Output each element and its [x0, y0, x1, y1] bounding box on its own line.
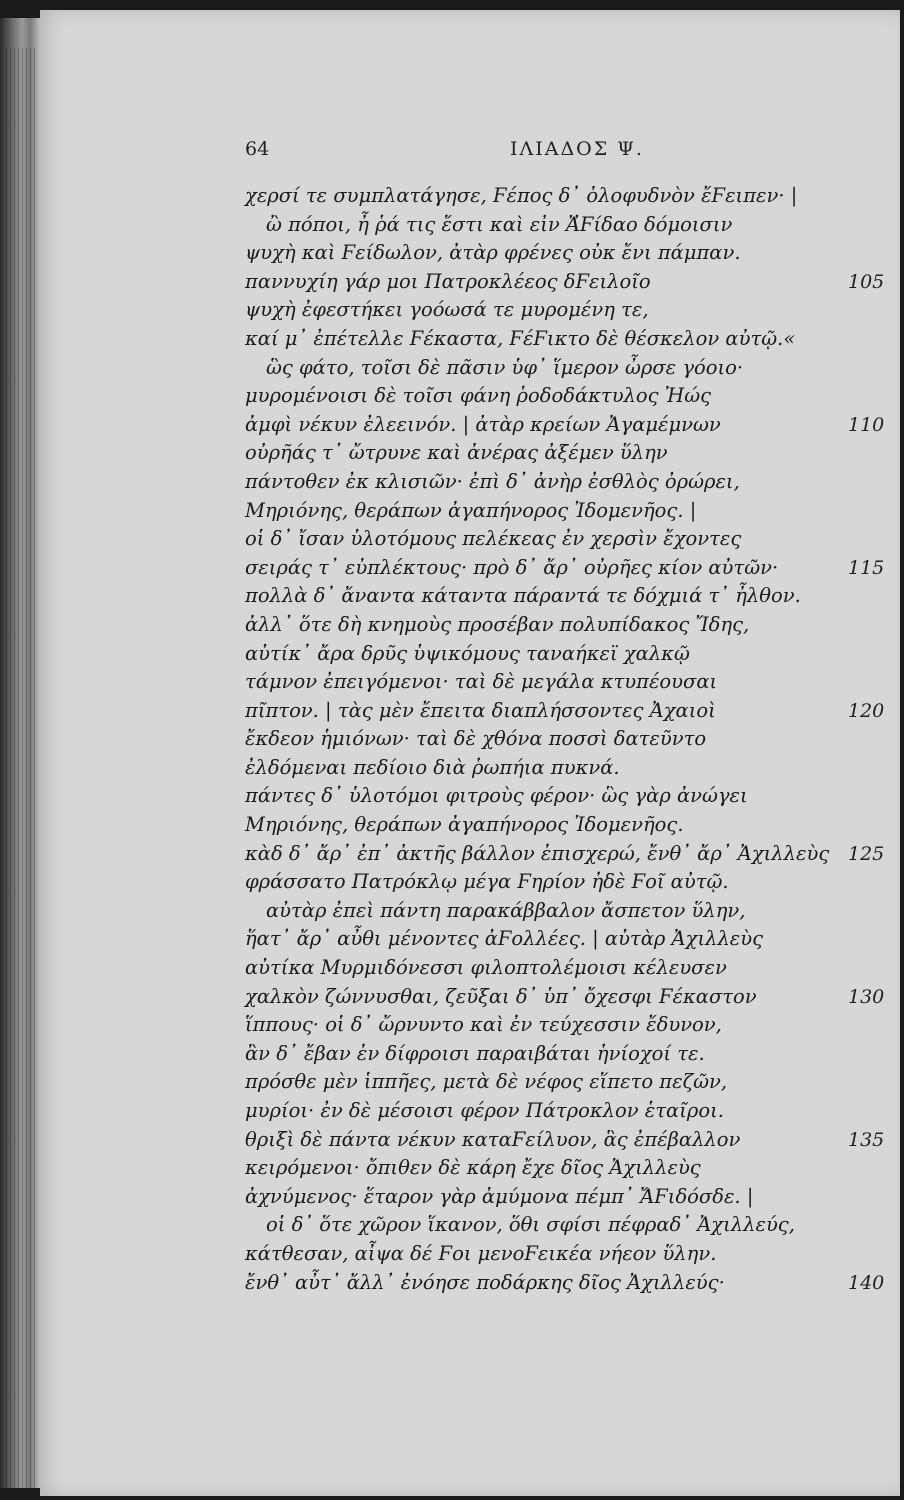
verse-text: μυρομένοισι δὲ τοῖσι φάνη ῥοδοδάκτυλος Ἠώς [245, 384, 712, 408]
line-number: 140 [848, 1271, 885, 1294]
line-number: 120 [848, 699, 885, 722]
verse-line [40, 1068, 900, 1097]
verse-text: ψυχὴ ἐφεστήκει γοόωσά τε μυρομένη τε, [245, 298, 649, 322]
verse-line [40, 840, 900, 869]
verse-text: ἂν δ᾽ ἔβαν ἐν δίφροισι παραιβάται ἡνίοχοί τε. [245, 1041, 705, 1065]
verse-text: κὰδ δ᾽ ἄρ᾽ ἐπ᾽ ἀκτῆς βάλλον ἐπισχερώ, ἔνθ᾽ ἄρ᾽ Ἀχιλλεὺς [245, 841, 830, 865]
verse-text: χαλκὸν ζώννυσθαι, ζεῦξαι δ᾽ ὑπ᾽ ὄχεσφι Ϝέκαστον [245, 984, 757, 1008]
verse-text: ὣς φάτο, τοῖσι δὲ πᾶσιν ὑφ᾽ ἵμερον ὦρσε γόοιο· [266, 355, 744, 379]
verse-text: ἔκδεον ἡμιόνων· ταὶ δὲ χθόνα ποσσὶ δατεῦντο [245, 727, 707, 751]
verse-line [40, 325, 900, 354]
verse-line [40, 754, 900, 783]
verse-block [40, 182, 900, 1297]
verse-text: θριξὶ δὲ πάντα νέκυν καταϜείλυον, ἃς ἐπέβαλλον [245, 1127, 741, 1151]
verse-line [40, 640, 900, 669]
verse-line [40, 1126, 900, 1155]
verse-line [40, 354, 900, 383]
line-number: 105 [848, 270, 885, 293]
verse-text: πάντες δ᾽ ὑλοτόμοι φιτροὺς φέρον· ὣς γὰρ ἀνώγει [245, 784, 748, 808]
verse-text: πάντοθεν ἐκ κλισιῶν· ἐπὶ δ᾽ ἀνὴρ ἐσθλὸς ὀρώρει, [245, 469, 740, 493]
verse-line [40, 868, 900, 897]
verse-line [40, 811, 900, 840]
verse-line [40, 954, 900, 983]
page-stack-edge [0, 18, 40, 1488]
verse-text: σειράς τ᾽ εὐπλέκτους· πρὸ δ᾽ ἄρ᾽ οὐρῆες κίον αὐτῶν· [245, 555, 779, 579]
verse-line [40, 1183, 900, 1212]
verse-line [40, 1154, 900, 1183]
verse-text: αὐτίκ᾽ ἄρα δρῦς ὑψικόμους ταναήκεϊ χαλκῷ [245, 641, 690, 665]
verse-text: κειρόμενοι· ὄπιθεν δὲ κάρη ἔχε δῖος Ἀχιλλεὺς [245, 1156, 701, 1180]
verse-line [40, 268, 900, 297]
verse-text: αὐτὰρ ἐπεὶ πάντη παρακάββαλον ἄσπετον ὕλην, [266, 898, 746, 922]
line-number: 130 [848, 985, 885, 1008]
verse-text: ἐλδόμεναι πεδίοιο διὰ ῥωπήια πυκνά. [245, 755, 620, 779]
verse-text: ἀχνύμενος· ἕταρον γὰρ ἀμύμονα πέμπ᾽ ἌϜιδόσδε. | [245, 1184, 754, 1208]
verse-line [40, 182, 900, 211]
verse-line [40, 239, 900, 268]
verse-text: ἀμφὶ νέκυν ἐλεεινόν. | ἀτὰρ κρείων Ἀγαμέμνων [245, 412, 721, 436]
verse-line [40, 582, 900, 611]
verse-line [40, 1240, 900, 1269]
verse-text: καί μ᾽ ἐπέτελλε Ϝέκαστα, ϜέϜικτο δὲ θέσκελον αὐτῷ.« [245, 326, 796, 350]
verse-line [40, 1011, 900, 1040]
verse-text: οὐρῆάς τ᾽ ὤτρυνε καὶ ἀνέρας ἀξέμεν ὕλην [245, 441, 668, 465]
verse-text: πῖπτον. | τὰς μὲν ἔπειτα διαπλήσσοντες Ἀχαιοὶ [245, 698, 716, 722]
verse-line [40, 725, 900, 754]
page-number: 64 [245, 138, 270, 160]
line-number: 115 [848, 556, 885, 579]
verse-text: οἱ δ᾽ ἴσαν ὑλοτόμους πελέκεας ἐν χερσὶν ἔχοντες [245, 527, 742, 551]
verse-text: αὐτίκα Μυρμιδόνεσσι φιλοπτολέμοισι κέλευσεν [245, 956, 727, 980]
verse-text: οἱ δ᾽ ὅτε χῶρον ἵκανον, ὅθι σφίσι πέφραδ᾽ Ἀχιλλεύς, [266, 1213, 795, 1237]
verse-text: Μηριόνης, θεράπων ἀγαπήνορος Ἰδομενῆος. | [245, 498, 697, 522]
verse-line [40, 1211, 900, 1240]
verse-line [40, 211, 900, 240]
verse-text: ὢ πόποι, ἦ ῥά τις ἔστι καὶ εἰν Ἀ̓Ϝίδαο δόμοισιν [266, 212, 733, 236]
verse-line [40, 983, 900, 1012]
verse-text: ἵππους· οἱ δ᾽ ὤρνυντο καὶ ἐν τεύχεσσιν ἔδυνον, [245, 1013, 722, 1037]
verse-text: πολλὰ δ᾽ ἄναντα κάταντα πάραντά τε δόχμιά τ᾽ ἦλθον. [245, 584, 801, 608]
verse-line [40, 554, 900, 583]
verse-line [40, 468, 900, 497]
verse-text: ἔνθ᾽ αὖτ᾽ ἄλλ᾽ ἐνόησε ποδάρκης δῖος Ἀχιλλεύς· [245, 1270, 725, 1294]
verse-line [40, 1269, 900, 1298]
line-number: 110 [848, 413, 885, 436]
running-head [40, 138, 900, 164]
verse-text: Μηριόνης, θεράπων ἀγαπήνορος Ἰδομενῆος. [245, 813, 684, 837]
verse-line [40, 411, 900, 440]
line-number: 135 [848, 1128, 885, 1151]
verse-text: τάμνον ἐπειγόμενοι· ταὶ δὲ μεγάλα κτυπέουσαι [245, 670, 718, 694]
verse-line [40, 697, 900, 726]
verse-line [40, 782, 900, 811]
verse-text: χερσί τε συμπλατάγησε, Ϝέπος δ᾽ ὀλοφυδνὸν ἔϜειπεν· | [245, 184, 798, 207]
verse-line [40, 897, 900, 926]
verse-line [40, 439, 900, 468]
verse-text: κάτθεσαν, αἶψα δέ Ϝοι μενοϜεικέα νήεον ὕλην. [245, 1241, 717, 1265]
verse-text: παννυχίη γάρ μοι Πατροκλέεος δϜειλοῖο [245, 269, 651, 293]
verse-text: φράσσατο Πατρόκλῳ μέγα Ϝηρίον ἠδὲ Ϝοῖ αὐτῷ. [245, 870, 729, 894]
verse-line [40, 925, 900, 954]
book-title: ΙΛΙΑΔΟΣ Ψ. [510, 138, 644, 160]
page-stack-lines [6, 48, 36, 1488]
verse-line [40, 525, 900, 554]
line-number: 125 [848, 842, 885, 865]
book-page [40, 10, 900, 1496]
verse-text: ἥατ᾽ ἄρ᾽ αὖθι μένοντες ἀϜολλέες. | αὐτὰρ Ἀχιλλεὺς [245, 927, 764, 951]
verse-line [40, 668, 900, 697]
verse-text: πρόσθε μὲν ἱππῆες, μετὰ δὲ νέφος εἵπετο πεζῶν, [245, 1070, 728, 1094]
verse-line [40, 497, 900, 526]
verse-text: ψυχὴ καὶ Ϝείδωλον, ἀτὰρ φρένες οὐκ ἔνι πάμπαν. [245, 241, 741, 265]
verse-text: ἀλλ᾽ ὅτε δὴ κνημοὺς προσέβαν πολυπίδακος Ἴδης, [245, 612, 750, 636]
verse-line [40, 1040, 900, 1069]
verse-text: μυρίοι· ἐν δὲ μέσοισι φέρον Πάτροκλον ἑταῖροι. [245, 1099, 724, 1122]
verse-line [40, 296, 900, 325]
verse-line [40, 1097, 900, 1126]
verse-line [40, 382, 900, 411]
verse-line [40, 611, 900, 640]
